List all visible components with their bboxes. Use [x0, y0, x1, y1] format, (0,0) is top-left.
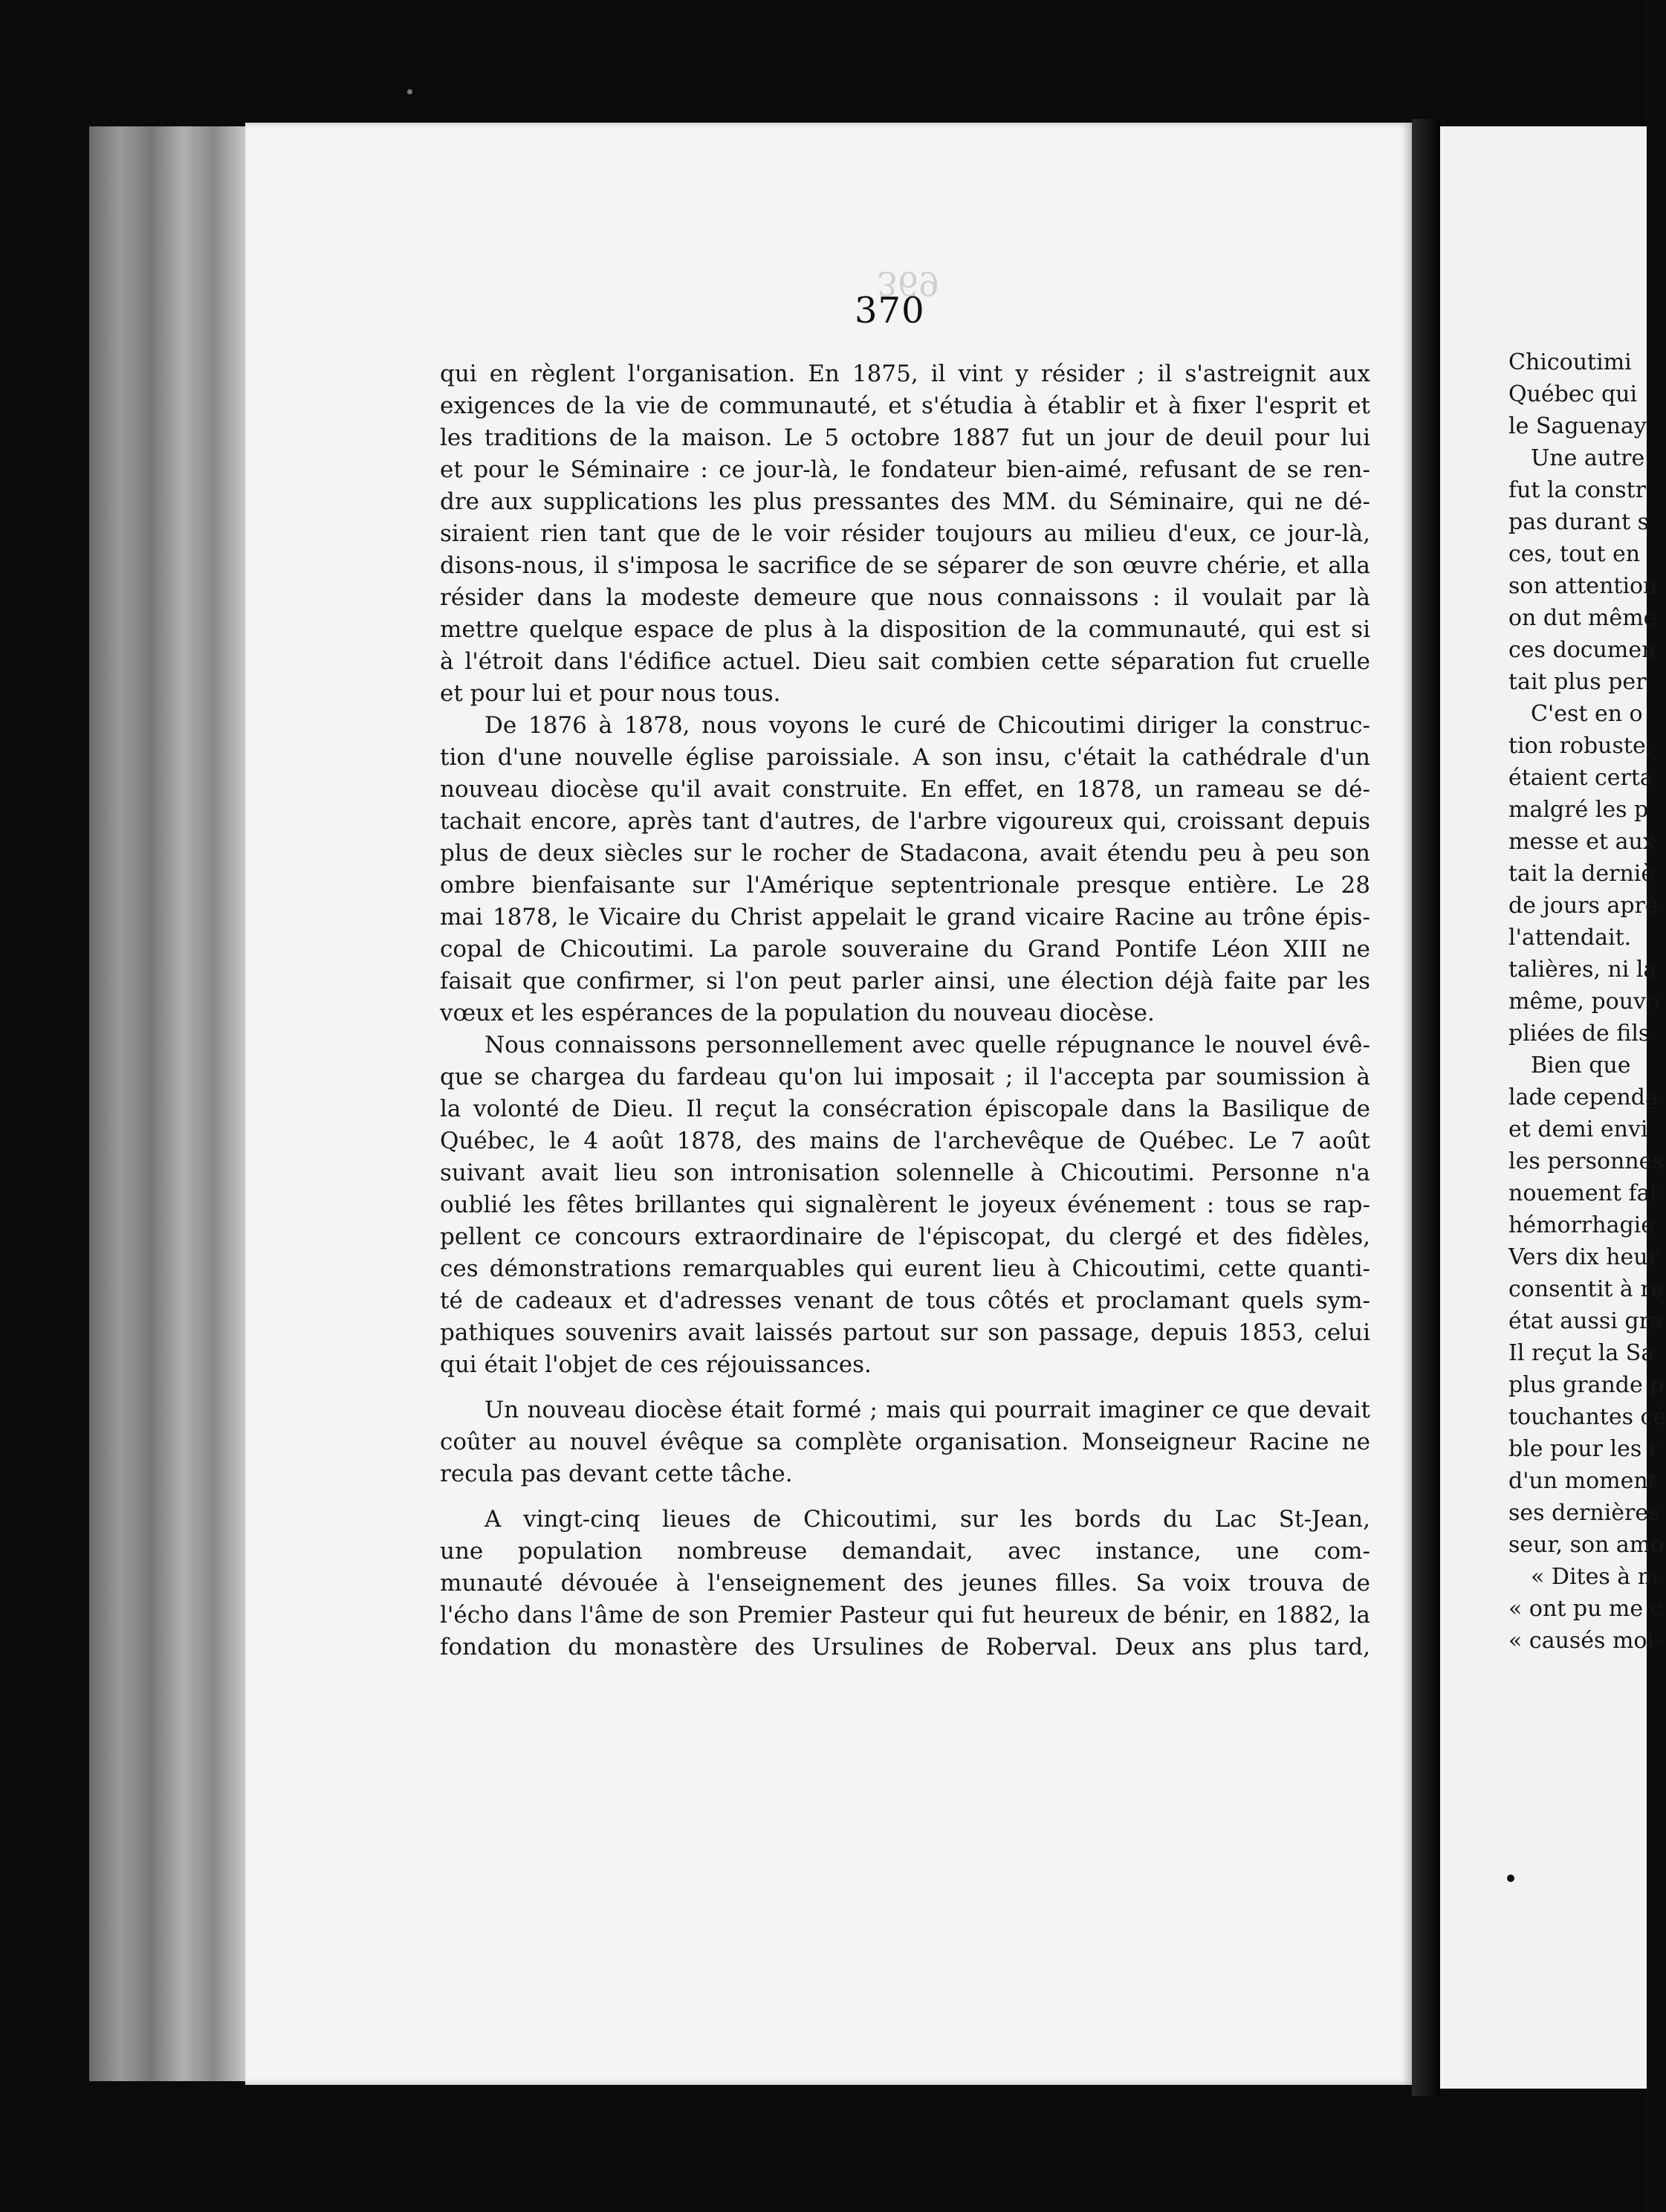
text-line: malgré les p: [1508, 797, 1649, 823]
text-line: nouement fat: [1508, 1180, 1659, 1206]
text-line: suivant avait lieu son intronisation solennelle à Chicoutimi. Personne n'a: [440, 1160, 1370, 1186]
text-line: ombre bienfaisante sur l'Amérique septentrionale presque entière. Le 28: [440, 872, 1370, 899]
text-line: Bien que: [1531, 1052, 1631, 1078]
page-number: 370: [855, 290, 925, 332]
text-line: Québec qui: [1508, 381, 1638, 407]
text-line: ses dernières: [1508, 1500, 1660, 1526]
text-line: pliées de fils: [1508, 1021, 1650, 1047]
text-line: recula pas devant cette tâche.: [440, 1461, 793, 1487]
text-line: plus grande p: [1508, 1372, 1665, 1398]
text-line: l'écho dans l'âme de son Premier Pasteur qui fut heureux de bénir, en 1882, la: [440, 1602, 1370, 1629]
text-line: pathiques souvenirs avait laissés partout sur son passage, depuis 1853, celui: [440, 1319, 1370, 1346]
text-line: « causés moi-: [1508, 1628, 1662, 1654]
text-line: tait la derniè: [1508, 861, 1655, 887]
text-line: résider dans la modeste demeure que nous connaissons : il voulait par là: [440, 584, 1370, 611]
text-line: une population nombreuse demandait, avec instance, une com-: [440, 1538, 1370, 1565]
text-line: Un nouveau diocèse était formé ; mais qui pourrait imaginer ce que devait: [484, 1397, 1370, 1423]
page-edges: [89, 126, 245, 2081]
book-gutter: [1412, 119, 1440, 2096]
text-line: disons-nous, il s'imposa le sacrifice de se séparer de son œuvre chérie, et alla: [440, 552, 1370, 579]
text-line: siraient rien tant que de le voir résider toujours au milieu d'eux, ce jour-là,: [440, 520, 1370, 547]
text-line: qui en règlent l'organisation. En 1875, il vint y résider ; il s'astreignit aux: [440, 360, 1370, 387]
text-line: messe et aux: [1508, 829, 1656, 855]
text-line: Il reçut la Sa: [1508, 1340, 1655, 1366]
text-line: et pour le Séminaire : ce jour-là, le fondateur bien-aimé, refusant de se ren-: [440, 456, 1370, 483]
text-line: de jours aprè: [1508, 893, 1659, 919]
text-line: consentit à re: [1508, 1276, 1665, 1302]
right-page-body-text: [1508, 346, 1666, 1657]
text-line: le Saguenay: [1508, 413, 1647, 439]
text-line: lade cependa: [1508, 1084, 1659, 1110]
text-line: faisait que confirmer, si l'on peut parler ainsi, une élection déjà faite par les: [440, 968, 1370, 995]
text-line: touchantes cé: [1508, 1404, 1666, 1430]
text-line: pellent ce concours extraordinaire de l'épiscopat, du clergé et des fidèles,: [440, 1223, 1370, 1250]
ink-speck: [1507, 1875, 1514, 1882]
text-line: De 1876 à 1878, nous voyons le curé de Chicoutimi diriger la construc-: [484, 712, 1370, 739]
text-line: C'est en o: [1531, 701, 1643, 727]
text-line: tait plus per: [1508, 669, 1647, 695]
text-line: et pour lui et pour nous tous.: [440, 680, 781, 707]
text-line: ble pour les r: [1508, 1436, 1660, 1462]
text-line: les personnes: [1508, 1148, 1664, 1174]
text-line: Une autre: [1531, 445, 1645, 471]
dust-speck: [407, 89, 412, 94]
text-line: ces démonstrations remarquables qui eurent lieu à Chicoutimi, cette quanti-: [440, 1255, 1370, 1282]
text-line: à l'étroit dans l'édifice actuel. Dieu sait combien cette séparation fut cruelle: [440, 648, 1370, 675]
text-line: mai 1878, le Vicaire du Christ appelait le grand vicaire Racine au trône épis-: [440, 904, 1370, 931]
text-line: dre aux supplications les plus pressantes des MM. du Séminaire, qui ne dé-: [440, 488, 1370, 515]
text-line: munauté dévouée à l'enseignement des jeunes filles. Sa voix trouva de: [440, 1570, 1370, 1597]
text-line: fut la constr: [1508, 477, 1647, 503]
text-line: tion d'une nouvelle église paroissiale. A son insu, c'était la cathédrale d'un: [440, 744, 1370, 771]
text-line: « ont pu me c: [1508, 1596, 1663, 1622]
text-line: d'un moment: [1508, 1468, 1657, 1494]
text-line: vœux et les espérances de la population du nouveau diocèse.: [440, 1000, 1155, 1026]
text-line: qui était l'objet de ces réjouissances.: [440, 1351, 872, 1378]
text-line: hémorrhagie: [1508, 1212, 1655, 1238]
text-line: nouveau diocèse qu'il avait construite. En effet, en 1878, un rameau se dé-: [440, 776, 1370, 803]
text-line: ces, tout en: [1508, 541, 1641, 567]
text-line: étaient certa: [1508, 765, 1653, 791]
text-line: la volonté de Dieu. Il reçut la consécration épiscopale dans la Basilique de: [440, 1096, 1370, 1122]
text-line: Nous connaissons personnellement avec quelle répugnance le nouvel évê-: [484, 1032, 1370, 1058]
text-line: Vers dix heur: [1508, 1244, 1659, 1270]
left-page-body-text: [440, 358, 1370, 1663]
text-line: plus de deux siècles sur le rocher de Stadacona, avait étendu peu à peu son: [440, 840, 1370, 867]
text-line: on dut même: [1508, 605, 1657, 631]
text-line: A vingt-cinq lieues de Chicoutimi, sur les bords du Lac St-Jean,: [484, 1506, 1370, 1533]
text-line: oublié les fêtes brillantes qui signalèrent le joyeux événement : tous se rap-: [440, 1191, 1370, 1218]
text-line: Chicoutimi: [1508, 349, 1632, 375]
text-line: mettre quelque espace de plus à la disposition de la communauté, qui est si: [440, 616, 1370, 643]
text-line: talières, ni la: [1508, 957, 1657, 983]
text-line: l'attendait.: [1508, 925, 1632, 951]
text-line: Québec, le 4 août 1878, des mains de l'archevêque de Québec. Le 7 août: [440, 1128, 1370, 1154]
text-line: même, pouvo: [1508, 989, 1660, 1015]
bleed-through-page-number: 369: [877, 264, 939, 302]
text-line: seur, son amo: [1508, 1532, 1665, 1558]
text-line: et demi envi: [1508, 1116, 1648, 1142]
text-line: exigences de la vie de communauté, et s'étudia à établir et à fixer l'esprit et: [440, 392, 1370, 419]
text-line: coûter au nouvel évêque sa complète organisation. Monseigneur Racine ne: [440, 1429, 1370, 1455]
text-line: que se chargea du fardeau qu'on lui imposait ; il l'accepta par soumission à: [440, 1064, 1370, 1090]
text-line: pas durant s: [1508, 509, 1650, 535]
text-line: « Dites à m: [1531, 1564, 1659, 1590]
text-line: tion robuste,: [1508, 733, 1653, 759]
text-line: ces documen: [1508, 637, 1656, 663]
text-line: état aussi gra: [1508, 1308, 1663, 1334]
text-line: fondation du monastère des Ursulines de Roberval. Deux ans plus tard,: [440, 1634, 1370, 1660]
text-line: les traditions de la maison. Le 5 octobre 1887 fut un jour de deuil pour lui: [440, 424, 1370, 451]
text-line: tachait encore, après tant d'autres, de l'arbre vigoureux qui, croissant depuis: [440, 808, 1370, 835]
text-line: son attention: [1508, 573, 1658, 599]
text-line: copal de Chicoutimi. La parole souveraine du Grand Pontife Léon XIII ne: [440, 936, 1370, 963]
text-line: té de cadeaux et d'adresses venant de tous côtés et proclamant quels sym-: [440, 1287, 1370, 1314]
